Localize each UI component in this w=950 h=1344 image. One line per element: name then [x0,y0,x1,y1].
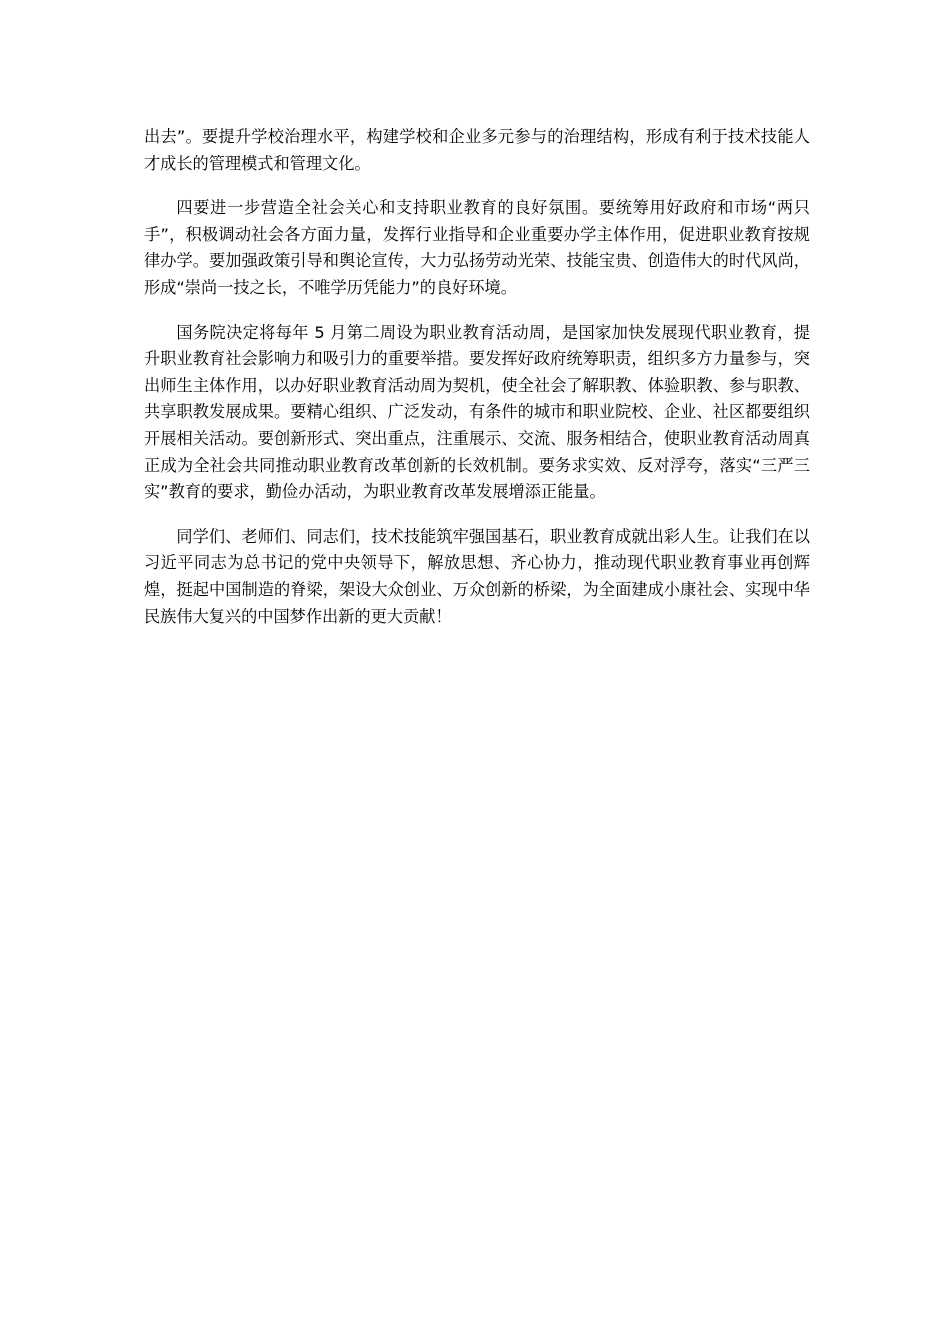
document-body [144,124,810,648]
paragraph-activity-week: 国务院决定将每年 5 月第二周设为职业教育活动周，是国家加快发展现代职业教育，提升职业教育社会影响力和吸引力的重要举措。要发挥好政府统筹职责，组织多方力量参与，突出师生主体作用，以办好职业教育活动周为契机，使全社会了解职教、体验职教、参与职教、共享职教发展成果。要精心组织、广泛发动，有条件的城市和职业院校、企业、社区都要组织开展相关活动。要创新形式、突出重点，注重展示、交流、服务相结合，使职业教育活动周真正成为全社会共同推动职业教育改革创新的长效机制。要务求实效、反对浮夸，落实“三严三实”教育的要求，勤俭办活动，为职业教育改革发展增添正能量。 [144,322,810,502]
paragraph-continuation: 出去”。要提升学校治理水平，构建学校和企业多元参与的治理结构，形成有利于技术技能人才成长的管理模式和管理文化。 [144,127,810,173]
paragraph-atmosphere: 四要进一步营造全社会关心和支持职业教育的良好氛围。要统筹用好政府和市场“两只手”，积极调动社会各方面力量，发挥行业指导和企业重要办学主体作用，促进职业教育按规律办学。要加强政策引导和舆论宣传，大力弘扬劳动光荣、技能宝贵、创造伟大的时代风尚，形成“崇尚一技之长，不唯学历凭能力”的良好环境。 [144,198,810,297]
paragraph-closing: 同学们、老师们、同志们，技术技能筑牢强国基石，职业教育成就出彩人生。让我们在以习近平同志为总书记的党中央领导下，解放思想、齐心协力，推动现代职业教育事业再创辉煌，挺起中国制造的脊梁，架设大众创业、万众创新的桥梁，为全面建成小康社会、实现中华民族伟大复兴的中国梦作出新的更大贡献！ [144,526,810,626]
